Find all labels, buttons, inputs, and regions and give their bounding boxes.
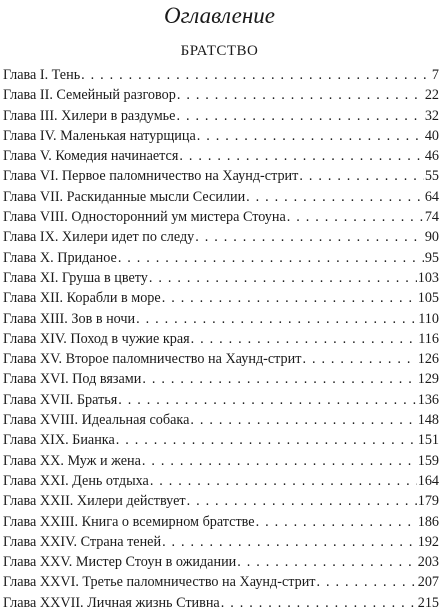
page-number: 105 <box>417 290 439 307</box>
dot-leader <box>299 166 423 186</box>
toc-entry <box>3 512 439 532</box>
toc-entry <box>3 187 439 207</box>
chapter-title: Глава XIV. Поход в чужие края <box>3 330 190 347</box>
toc-entry <box>3 207 439 227</box>
page-number: 46 <box>424 148 439 165</box>
toc-entry <box>3 146 439 166</box>
page-number: 192 <box>417 533 439 550</box>
chapter-title: Глава XXV. Мистер Стоун в ожидании <box>3 554 237 571</box>
page-number: 7 <box>431 67 439 83</box>
toc-entry <box>3 552 439 572</box>
toc-entry <box>3 532 439 552</box>
chapter-title: Глава XXIII. Книга о всемирном братстве <box>3 513 255 530</box>
page-number: 116 <box>418 330 439 347</box>
dot-leader <box>302 349 416 369</box>
chapter-title: Глава IX. Хилери идет по следу <box>3 229 195 246</box>
page-number: 22 <box>424 87 439 104</box>
dot-leader <box>221 593 417 613</box>
dot-leader <box>317 572 417 592</box>
dot-leader <box>179 146 423 166</box>
chapter-title: Глава III. Хилери в раздумье <box>3 107 176 124</box>
page-number: 203 <box>417 554 439 571</box>
dot-leader <box>142 369 416 389</box>
page-number: 164 <box>417 472 439 489</box>
toc-entry <box>3 126 439 146</box>
chapter-title: Глава XV. Второе паломничество на Хаунд-стрит <box>3 351 302 368</box>
dot-leader <box>81 65 431 85</box>
page-number: 95 <box>424 249 439 266</box>
dot-leader <box>187 491 417 511</box>
chapter-title: Глава VI. Первое паломничество на Хаунд-стрит <box>3 168 299 185</box>
chapter-title: Глава XVIII. Идеальная собака <box>3 412 190 429</box>
toc-entry <box>3 572 439 592</box>
page-number: 179 <box>417 493 439 510</box>
page-number: 126 <box>417 351 439 368</box>
toc-entry <box>3 451 439 471</box>
toc-entry <box>3 227 439 247</box>
dot-leader <box>190 410 416 430</box>
chapter-title: Глава XII. Корабли в море <box>3 290 161 307</box>
page-number: 110 <box>418 310 439 327</box>
toc-entry <box>3 390 439 410</box>
chapter-title: Глава XVI. Под вязами <box>3 371 142 388</box>
dot-leader <box>149 268 417 288</box>
chapter-title: Глава II. Семейный разговор <box>3 87 176 104</box>
dot-leader <box>118 248 424 268</box>
dot-leader <box>246 187 424 207</box>
toc-entry <box>3 166 439 186</box>
page-number: 129 <box>417 371 439 388</box>
chapter-title: Глава I. Тень <box>3 67 81 83</box>
toc-entry <box>3 85 439 105</box>
chapter-title: Глава VII. Раскиданные мысли Сесилии <box>3 188 246 205</box>
page-number: 148 <box>417 412 439 429</box>
chapter-title: Глава XIII. Зов в ночи <box>3 310 136 327</box>
page-number: 32 <box>424 107 439 124</box>
page-number: 151 <box>417 432 439 449</box>
toc-entry <box>3 491 439 511</box>
chapter-title: Глава XX. Муж и жена <box>3 452 141 469</box>
toc-entry <box>3 106 439 126</box>
dot-leader <box>142 451 417 471</box>
contents-heading: Оглавление <box>163 3 275 28</box>
chapter-title: Глава XXIV. Страна теней <box>3 533 162 550</box>
dot-leader <box>287 207 424 227</box>
toc-entry <box>3 268 439 288</box>
table-of-contents <box>3 65 439 613</box>
dot-leader <box>256 512 417 532</box>
toc-entry <box>3 288 439 308</box>
toc-entry <box>3 430 439 450</box>
page-number: 207 <box>417 574 439 591</box>
toc-entry <box>3 248 439 268</box>
page-number: 103 <box>417 269 439 286</box>
chapter-title: Глава XXI. День отдыха <box>3 472 149 489</box>
toc-entry <box>3 471 439 491</box>
toc-entry <box>3 349 439 369</box>
toc-entry <box>3 369 439 389</box>
dot-leader <box>197 126 424 146</box>
toc-entry <box>3 593 439 613</box>
page-number: 136 <box>417 391 439 408</box>
dot-leader <box>237 552 416 572</box>
dot-leader <box>177 85 424 105</box>
toc-entry <box>3 65 439 85</box>
chapter-title: Глава XIX. Бианка <box>3 432 115 449</box>
page-number: 90 <box>424 229 439 246</box>
chapter-title: Глава X. Приданое <box>3 249 117 266</box>
toc-entry <box>3 329 439 349</box>
page-number: 215 <box>417 594 439 611</box>
page-number: 64 <box>424 188 439 205</box>
toc-entry <box>3 309 439 329</box>
chapter-title: Глава V. Комедия начинается <box>3 148 179 165</box>
chapter-title: Глава XXII. Хилери действует <box>3 493 186 510</box>
dot-leader <box>136 309 417 329</box>
page-number: 55 <box>424 168 439 185</box>
page-number: 74 <box>424 209 439 226</box>
section-title: БРАТСТВО <box>180 43 259 59</box>
dot-leader <box>116 430 417 450</box>
chapter-title: Глава XXVII. Личная жизнь Стивна <box>3 594 220 611</box>
dot-leader <box>162 288 417 308</box>
toc-entry <box>3 410 439 430</box>
dot-leader <box>150 471 417 491</box>
page-number: 186 <box>417 513 439 530</box>
page-number: 40 <box>424 127 439 144</box>
chapter-title: Глава IV. Маленькая натурщица <box>3 127 196 144</box>
chapter-title: Глава XI. Груша в цвету <box>3 269 148 286</box>
chapter-title: Глава VIII. Односторонний ум мистера Стоуна <box>3 209 286 226</box>
dot-leader <box>191 329 418 349</box>
chapter-title: Глава XXVI. Третье паломничество на Хаунд-стрит <box>3 574 316 591</box>
page-number: 159 <box>417 452 439 469</box>
dot-leader <box>162 532 417 552</box>
dot-leader <box>195 227 424 247</box>
dot-leader <box>118 390 416 410</box>
chapter-title: Глава XVII. Братья <box>3 391 118 408</box>
dot-leader <box>176 106 423 126</box>
